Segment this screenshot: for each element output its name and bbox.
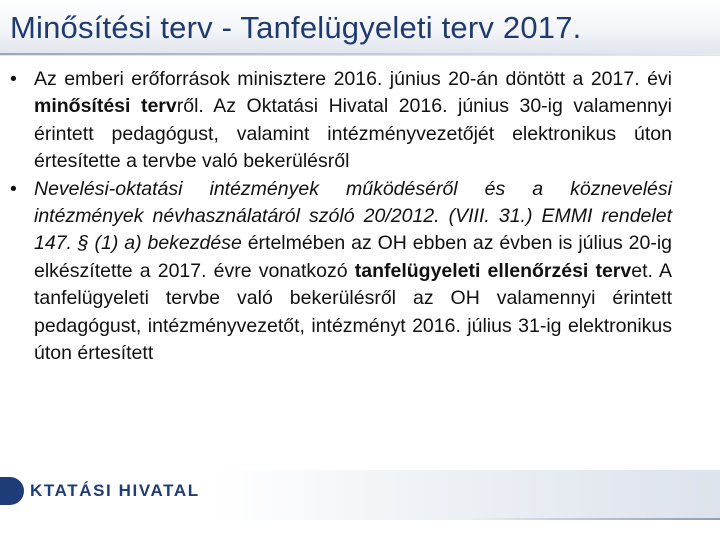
logo-text: KTATÁSI HIVATAL	[30, 481, 200, 500]
bold-term: tanfelügyeleti ellenőrzési terv	[354, 259, 632, 282]
logo-o-icon	[0, 477, 24, 505]
text-run: et. A tanfelügyeleti tervbe való bekerülésről az OH valamennyi érintett pedagógust, intézményvezetőt, intézményt 2016. július 31-ig elektronikus úton értesített	[34, 259, 672, 365]
bold-term: minősítési terv	[34, 95, 177, 118]
text-run: ről. Az Oktatási Hivatal 2016. június 30-ig valamennyi érintett pedagógust, valamint intézményvezetőjét elektronikus úton értesítette a tervbe való bekerülésről	[34, 95, 672, 173]
bullet-marker: •	[10, 68, 17, 90]
bullet-marker: •	[10, 177, 17, 200]
text-run: értelmében az OH ebben az évben is július 20-ig elkészítette a 2017. évre vonatkozó	[34, 232, 672, 282]
footer-line	[470, 518, 720, 520]
title-underline	[0, 53, 720, 55]
bullet-list	[10, 66, 672, 367]
bullet-item	[10, 176, 672, 368]
text-run: Az emberi erőforrások minisztere 2016. június 20-án döntött a 2017. évi	[34, 68, 672, 90]
slide-title: Minősítési terv - Tanfelügyeleti terv 2017.	[10, 10, 582, 45]
oktatasi-hivatal-logo	[0, 474, 200, 508]
bullet-item	[10, 66, 672, 176]
decree-citation: Nevelési-oktatási intézmények működéséről és a köznevelési intézmények névhasználatáról szóló 20/2012. (VIII. 31.) EMMI rendelet 147. § (1) a) bekezdése	[34, 177, 672, 255]
